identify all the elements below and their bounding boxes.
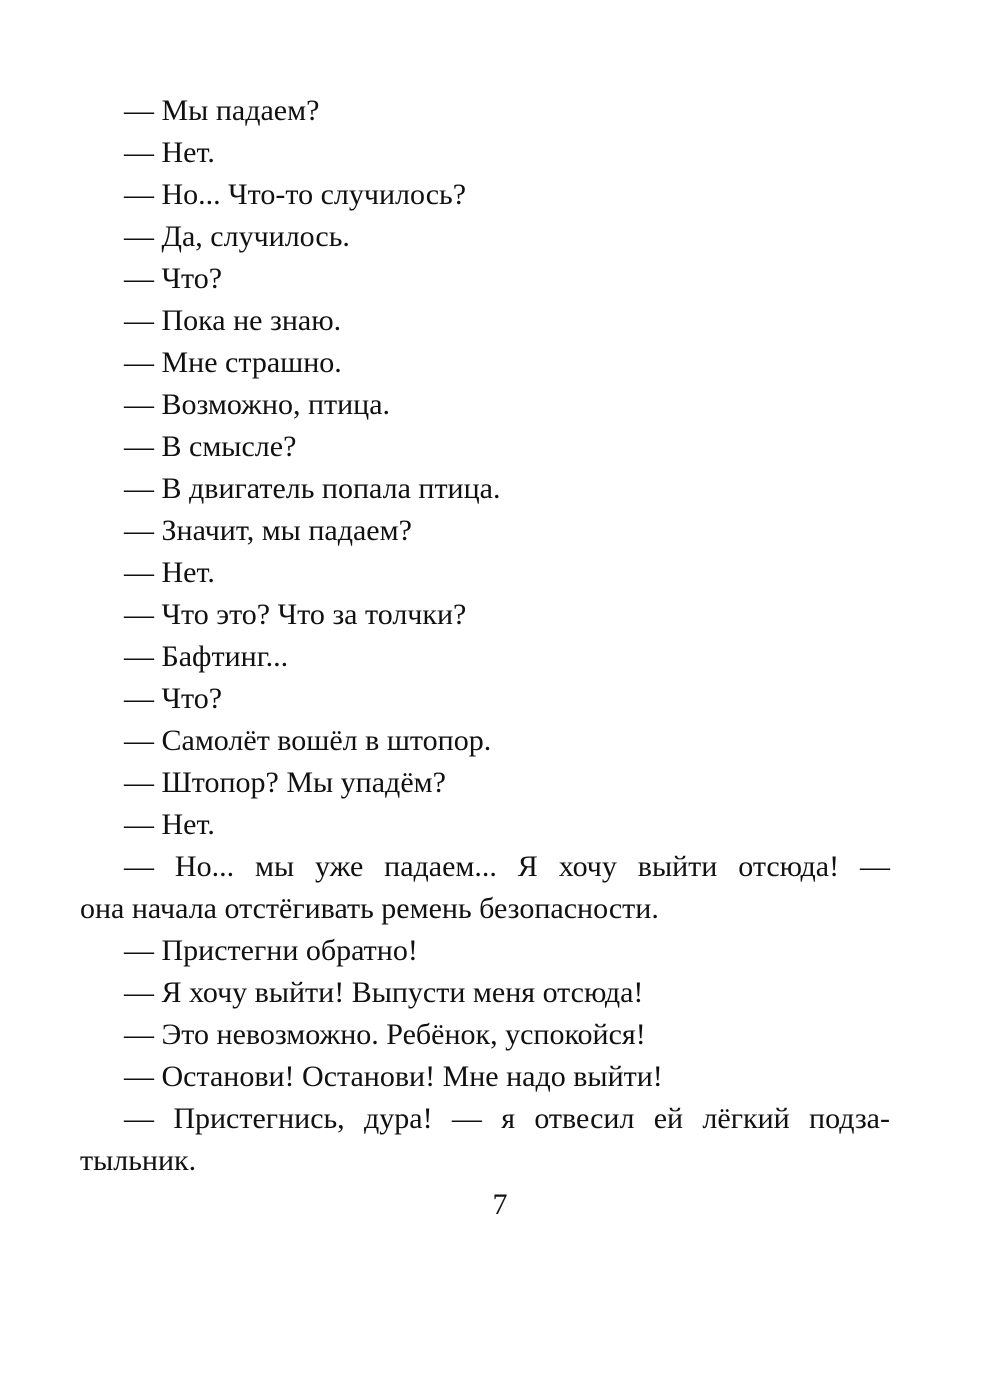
text-line: — В смысле? xyxy=(124,430,297,463)
text-line: — Мы падаем? xyxy=(124,94,320,127)
text-line: — Штопор? Мы упадём? xyxy=(124,766,446,799)
text-line: — Нет. xyxy=(124,808,215,841)
text-line: — Но... мы уже падаем... Я хочу выйти отсюда! — xyxy=(124,850,890,883)
text-line: — Что? xyxy=(124,682,223,715)
text-line: — Пока не знаю. xyxy=(124,304,342,337)
text-line: — Пристегнись, дура! — я отвесил ей лёгкий подза- xyxy=(124,1102,890,1135)
dialogue-text xyxy=(80,90,890,1182)
text-line: — Я хочу выйти! Выпусти меня отсюда! xyxy=(124,976,644,1009)
page-number: 7 xyxy=(492,1188,508,1221)
text-line: — Останови! Останови! Мне надо выйти! xyxy=(124,1060,663,1093)
text-line: она начала отстёгивать ремень безопасности. xyxy=(80,892,659,925)
text-line: — В двигатель попала птица. xyxy=(124,472,501,505)
text-line: — Значит, мы падаем? xyxy=(124,514,412,547)
text-line: — Возможно, птица. xyxy=(124,388,391,421)
text-line: — Бафтинг... xyxy=(124,640,289,673)
text-line: — Мне страшно. xyxy=(124,346,342,379)
text-line: — Нет. xyxy=(124,136,215,169)
text-line: тыльник. xyxy=(80,1144,197,1177)
text-line: — Это невозможно. Ребёнок, успокойся! xyxy=(124,1018,646,1051)
text-line: — Что это? Что за толчки? xyxy=(124,598,467,631)
text-line: — Самолёт вошёл в штопор. xyxy=(124,724,492,757)
text-line: — Пристегни обратно! xyxy=(124,934,418,967)
text-line: — Что? xyxy=(124,262,223,295)
text-line: — Нет. xyxy=(124,556,215,589)
text-line: — Да, случилось. xyxy=(124,220,350,253)
text-line: — Но... Что-то случилось? xyxy=(124,178,467,211)
